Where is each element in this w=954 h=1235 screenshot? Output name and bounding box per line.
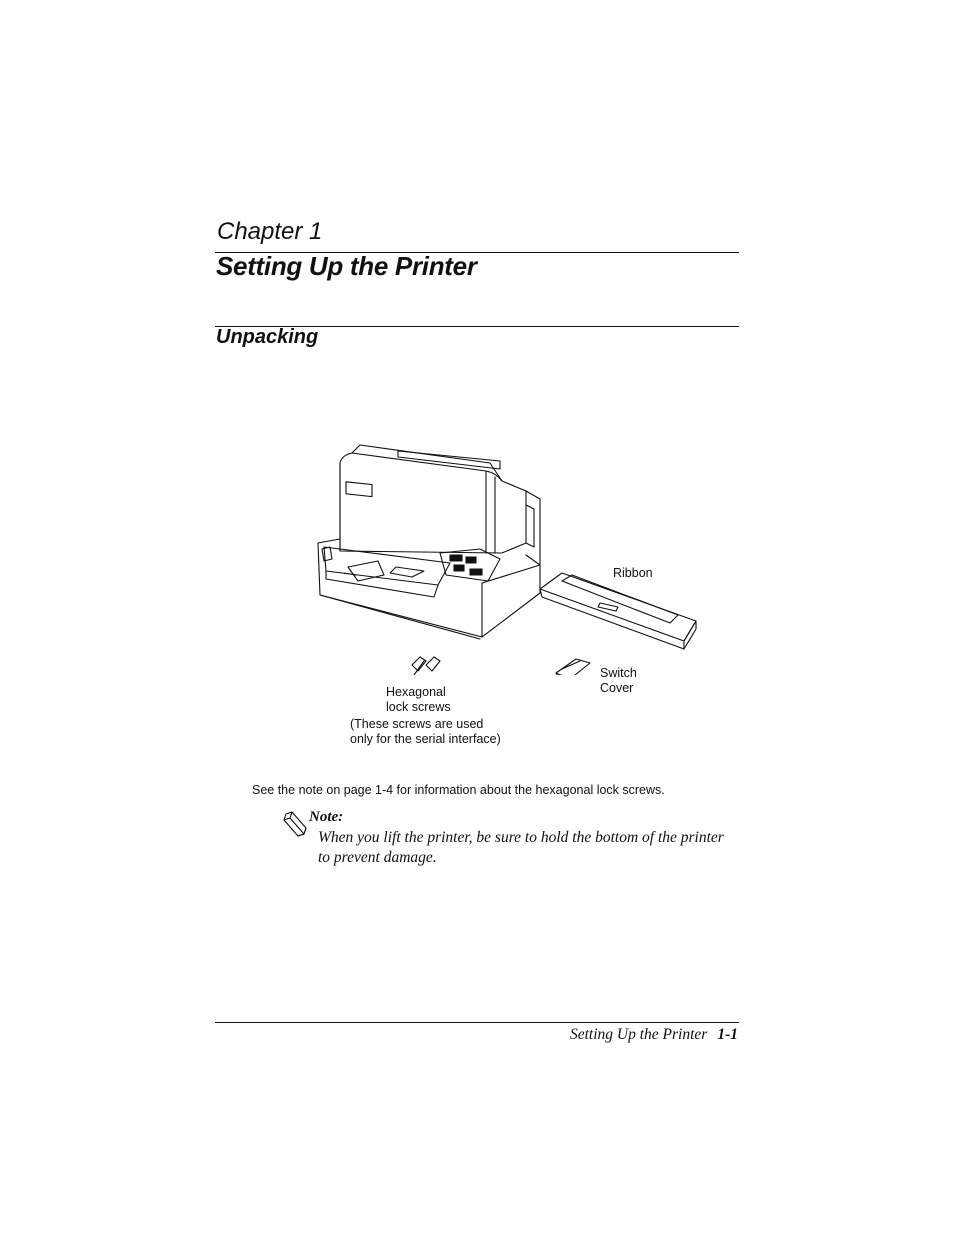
page-footer [570,1026,738,1044]
footer-running-title: Setting Up the Printer [570,1026,708,1043]
hex-screws-note [350,717,501,747]
pencil-note-icon [282,810,308,838]
switch-cover-label [600,666,637,696]
note-heading: Note: [309,809,344,825]
switch-cover-label-line2: Cover [600,681,634,695]
hex-screws-label-line2: lock screws [386,700,451,714]
hex-screws-note-line1: (These screws are used [350,717,484,731]
section-title: Unpacking [216,326,319,348]
switch-cover-drawing [556,659,590,675]
body-paragraph: See the note on page 1-4 for information about the hexagonal lock screws. [252,783,665,797]
switch-cover-label-line1: Switch [600,666,637,680]
note-text: When you lift the printer, be sure to hold the bottom of the printer to prevent damage. [318,829,724,866]
ribbon-cassette-drawing [540,573,696,649]
hex-screws-note-line2: only for the serial interface) [350,732,501,746]
hex-screws-label-line1: Hexagonal [386,685,446,699]
ribbon-label: Ribbon [613,566,653,580]
footer-page-number: 1-1 [717,1026,738,1043]
footer-rule [215,1022,739,1023]
printer-illustration [300,435,720,675]
hex-screws-label [386,685,451,715]
chapter-label: Chapter 1 [217,218,323,245]
chapter-title: Setting Up the Printer [216,251,477,281]
hex-screws-drawing [412,657,440,675]
